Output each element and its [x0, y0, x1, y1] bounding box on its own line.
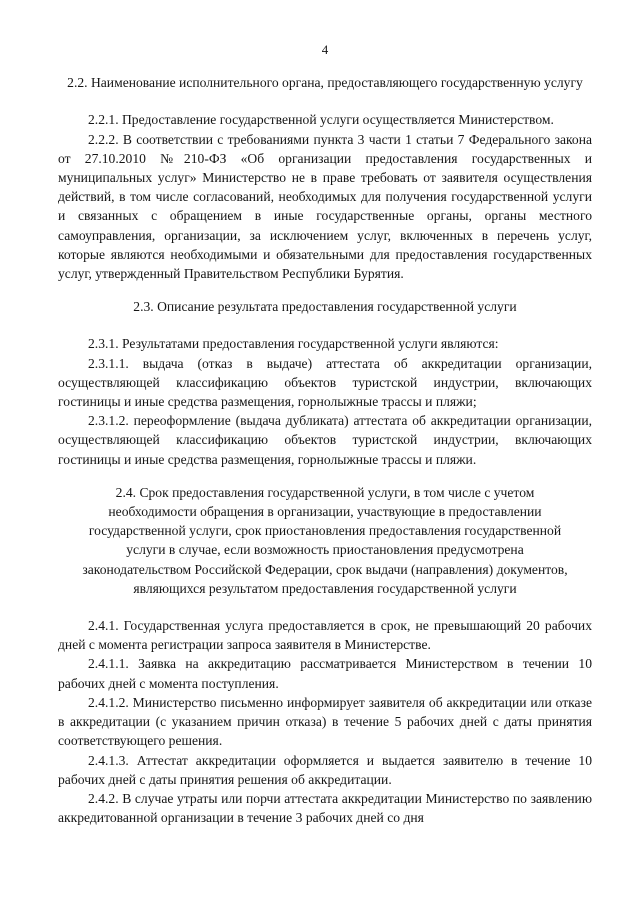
section-heading-2-3: 2.3. Описание результата предоставления государственной услуги: [133, 299, 517, 315]
paragraph-2-4-2: 2.4.2. В случае утраты или порчи аттестата аккредитации Министерство по заявлению аккредитованной организации в течение 3 рабочих дней со дня: [58, 790, 592, 826]
paragraph-2-2-2: 2.2.2. В соответствии с требованиями пункта 3 части 1 статьи 7 Федерального закона от 27.10.2010 №210-ФЗ «Об организации предоставления государственных и муниципальных услуг» Министерство не в праве требовать от заявителя осуществления действий, в том числе согласований, необходимых для получения государственной услуги и связанных с обращением в иные государственные органы, органы местного самоуправления, организации, за исключением услуг, включенных в перечень услуг, которые являются необходимыми и обязательными для предоставления государственных услуг, утвержденный Правительством Республики Бурятия.: [58, 131, 592, 282]
paragraph-2-3-1-1: 2.3.1.1. выдача (отказ в выдаче) аттестата об аккредитации организации, осуществляющей классификацию объектов туристской индустрии, включающих гостиницы и иные средства размещения, горнолыжные трассы и пляжи;: [58, 355, 592, 410]
paragraph-2-4-1-2: 2.4.1.2. Министерство письменно информирует заявителя об аккредитации или отказе в аккредитации (с указанием причин отказа) в течение 5 рабочих дней с даты принятия соответствующего решения.: [58, 694, 592, 749]
paragraph-2-3-1-2: 2.3.1.2. переоформление (выдача дубликата) аттестата об аккредитации организации, осуществляющей классификацию объектов туристской индустрии, включающих гостиницы и иные средства размещения, горнолыжные трассы и пляжи.: [58, 413, 592, 467]
section-heading-2-4: 2.4. Срок предоставления государственной услуги, в том числе с учетом необходимости обращения в организации, участвующие в предоставлении государственной услуги, срок приостановления предоставления государственной услуги в случае, если возможность приостановления предусмотрена законодательством Российской Федерации, срок выдачи (направления) документов, являющихся результатом предоставления государственной услуги: [82, 484, 568, 596]
section-heading-2-2: 2.2. Наименование исполнительного органа, предоставляющего государственную услугу: [67, 75, 583, 91]
paragraph-2-4-1-3: 2.4.1.3. Аттестат аккредитации оформляется и выдается заявителю в течение 10 рабочих дней с даты принятия решения об аккредитации.: [58, 752, 592, 787]
paragraph-2-3-1: 2.3.1. Результатами предоставления государственной услуги являются:: [88, 336, 499, 352]
paragraph-2-2-1: 2.2.1. Предоставление государственной услуги осуществляется Министерством.: [88, 112, 554, 128]
paragraph-2-4-1-1: 2.4.1.1. Заявка на аккредитацию рассматривается Министерством в течении 10 рабочих дней с момента поступления.: [58, 656, 592, 691]
paragraph-2-4-1: 2.4.1. Государственная услуга предоставляется в срок, не превышающий 20 рабочих дней с момента регистрации запроса заявителя в Министерстве.: [58, 618, 592, 653]
page-number: 4: [321, 42, 329, 57]
